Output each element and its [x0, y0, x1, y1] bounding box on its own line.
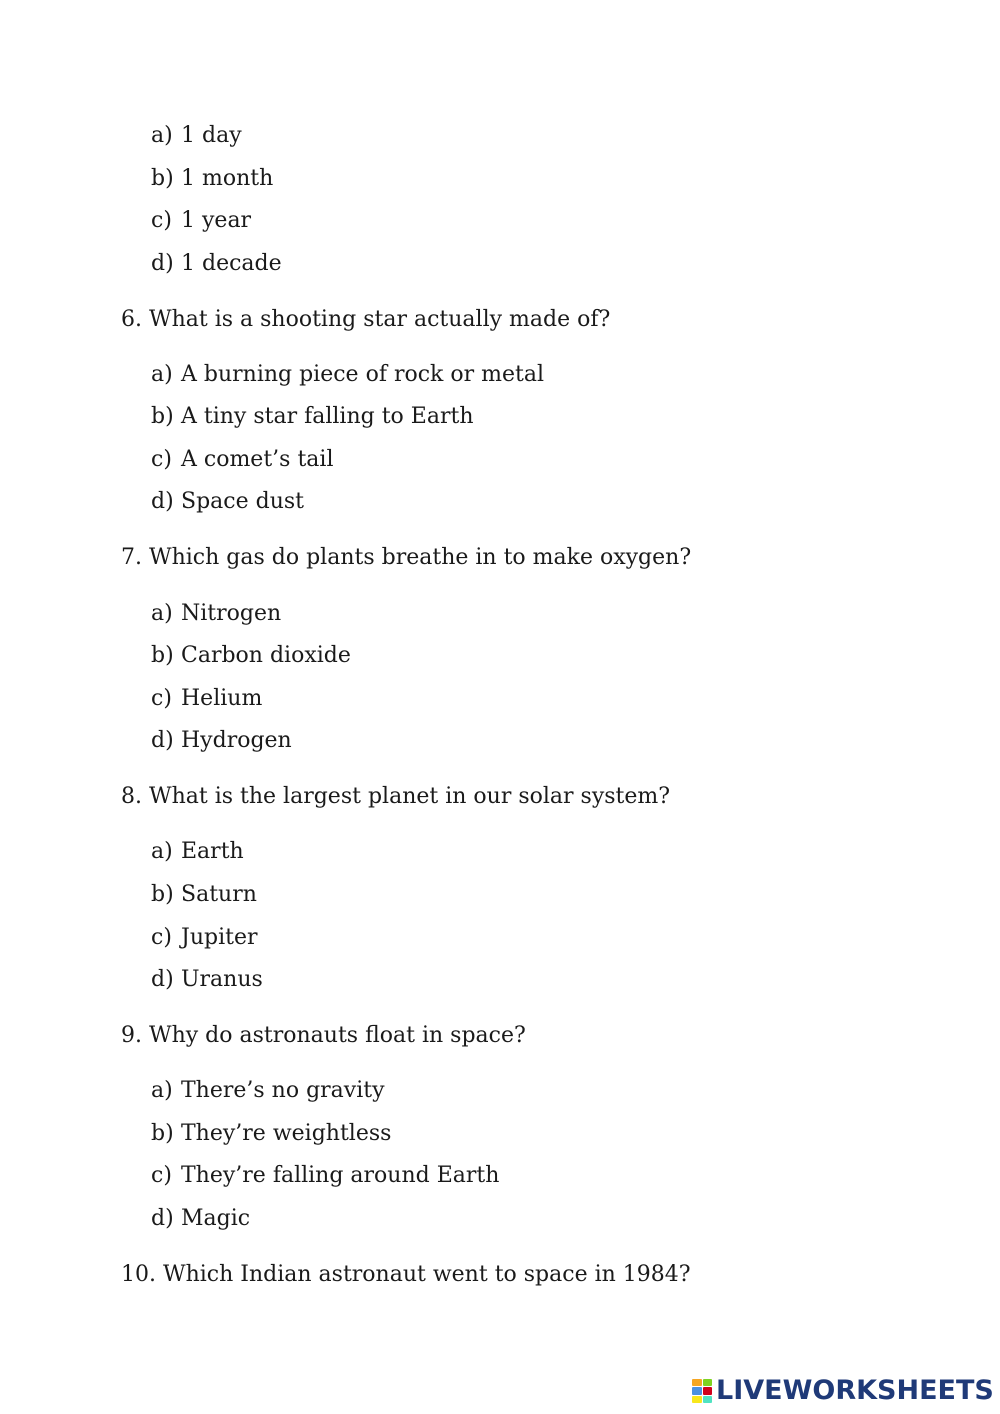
option-text: They’re falling around Earth: [181, 1163, 500, 1188]
option-letter: b): [151, 882, 174, 907]
question-9: 9. Why do astronauts float in space?: [121, 1023, 526, 1048]
q8-option-c: [151, 924, 257, 952]
option-text: There’s no gravity: [181, 1078, 385, 1103]
option-letter: a): [151, 839, 173, 864]
option-text: Carbon dioxide: [181, 643, 351, 668]
option-letter: d): [151, 251, 174, 276]
q9-option-d: [151, 1205, 250, 1233]
q7-option-c: [151, 685, 262, 713]
q6-option-b: [151, 403, 474, 431]
option-letter: d): [151, 489, 174, 514]
q9-option-b: [151, 1120, 391, 1148]
question-6: 6. What is a shooting star actually made of?: [121, 307, 611, 332]
q5-option-c: [151, 207, 251, 235]
option-text: 1 month: [181, 166, 274, 191]
option-letter: c): [151, 1163, 172, 1188]
q5-option-b: [151, 165, 273, 193]
option-letter: c): [151, 925, 172, 950]
option-letter: a): [151, 1078, 173, 1103]
q6-option-c: [151, 446, 333, 474]
option-text: 1 day: [181, 123, 242, 148]
option-text: Uranus: [181, 967, 263, 992]
option-text: Nitrogen: [181, 601, 282, 626]
option-letter: a): [151, 362, 173, 387]
q6-option-a: [151, 361, 544, 389]
option-letter: b): [151, 1121, 174, 1146]
option-text: Magic: [181, 1206, 251, 1231]
q8-option-d: [151, 966, 263, 994]
option-letter: d): [151, 728, 174, 753]
option-letter: a): [151, 123, 173, 148]
q7-option-b: [151, 642, 351, 670]
q7-option-a: [151, 600, 281, 628]
option-text: A tiny star falling to Earth: [181, 404, 474, 429]
liveworksheets-logo-icon: [692, 1379, 712, 1403]
option-text: Helium: [181, 686, 263, 711]
option-letter: c): [151, 208, 172, 233]
q8-option-a: [151, 838, 244, 866]
question-8: 8. What is the largest planet in our solar system?: [121, 784, 671, 809]
option-letter: d): [151, 1206, 174, 1231]
q5-option-d: [151, 250, 282, 278]
option-text: Jupiter: [181, 925, 258, 950]
option-letter: b): [151, 404, 174, 429]
option-letter: a): [151, 601, 173, 626]
q6-option-d: [151, 488, 304, 516]
question-10: 10. Which Indian astronaut went to space in 1984?: [121, 1262, 691, 1287]
option-letter: d): [151, 967, 174, 992]
q8-option-b: [151, 881, 257, 909]
liveworksheets-logo: [692, 1376, 994, 1406]
option-text: Saturn: [181, 882, 257, 907]
option-text: A comet’s tail: [181, 447, 334, 472]
option-letter: b): [151, 643, 174, 668]
q9-option-c: [151, 1162, 499, 1190]
option-text: A burning piece of rock or metal: [181, 362, 544, 387]
q7-option-d: [151, 727, 292, 755]
logo-text: LIVEWORKSHEETS: [716, 1375, 994, 1406]
option-text: 1 year: [181, 208, 252, 233]
option-text: 1 decade: [181, 251, 282, 276]
option-letter: c): [151, 447, 172, 472]
option-text: They’re weightless: [181, 1121, 392, 1146]
option-text: Space dust: [181, 489, 304, 514]
option-letter: c): [151, 686, 172, 711]
option-text: Hydrogen: [181, 728, 292, 753]
q5-option-a: [151, 122, 242, 150]
q9-option-a: [151, 1077, 385, 1105]
question-7: 7. Which gas do plants breathe in to make oxygen?: [121, 545, 692, 570]
option-letter: b): [151, 166, 174, 191]
option-text: Earth: [181, 839, 244, 864]
